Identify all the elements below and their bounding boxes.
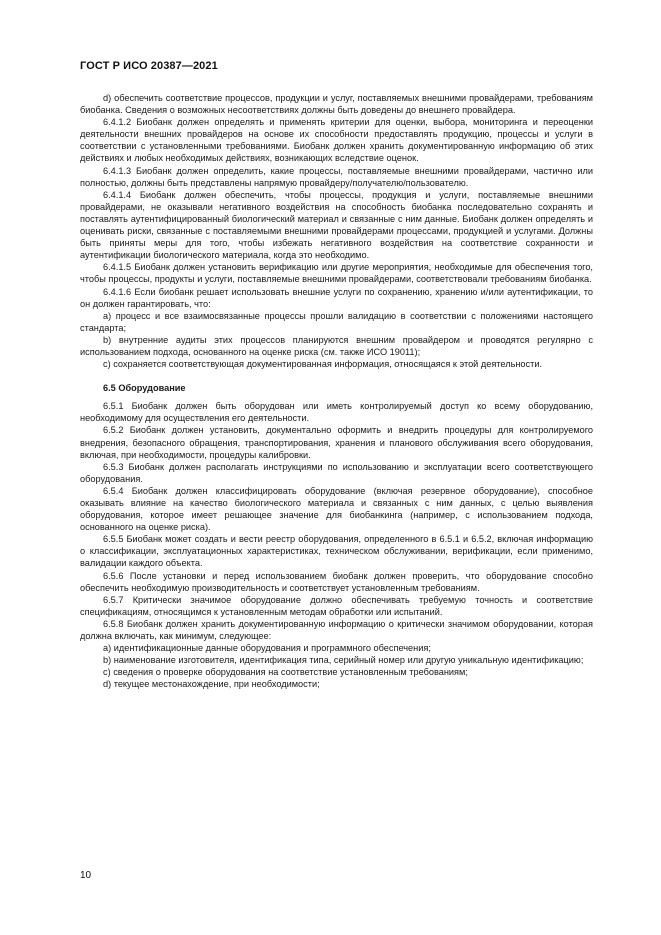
paragraph: 6.4.1.2 Биобанк должен определять и применять критерии для оценки, выбора, мониторинга и переоценки деятельности внешних провайдеров на основе их способности предоставлять продукцию, процессы и услуги в соответствии с установленными требованиями. Биобанк должен хранить документированную информацию об этих действиях и любых необходимых действиях, возникающих вследствие оценок. (80, 117, 593, 164)
paragraph: 6.5.1 Биобанк должен быть оборудован или иметь контролируемый доступ ко всему оборудованию, необходимому для осуществления его деятельности. (80, 401, 593, 424)
document-body (80, 92, 593, 691)
list-item: c) сведения о проверке оборудования на соответствие установленным требованиям; (103, 667, 468, 678)
page-number: 10 (80, 870, 92, 881)
paragraph: 6.5.6 После установки и перед использованием биобанк должен проверить, что оборудование способно обеспечить необходимую производительность и соответствует установленным требованиям. (80, 570, 593, 593)
paragraph: 6.4.1.4 Биобанк должен обеспечить, чтобы процессы, продукция и услуги, поставляемые внешними провайдерами, не оказывали негативного воздействия на способность биобанка последовательно сохранять и поставлять аутентифицированный биологический материал и связанные с ним данные. Биобанк должен определять и оценивать риски, связанные с поставляемыми внешними провайдерами процессами, продукцией и услугами. Должны быть приняты меры для того, чтобы избежать негативного воздействия на соответствие сохранности и аутентификации биологического материала, когда это необходимо. (80, 189, 593, 261)
list-item: b) внутренние аудиты этих процессов планируются внешним провайдером и проводятся регулярно с использованием подхода, основанного на оценке риска (см. также ИСО 19011); (80, 334, 593, 357)
paragraph: 6.5.3 Биобанк должен располагать инструкциями по использованию и эксплуатации всего соответствующего оборудования. (80, 461, 593, 484)
document-header: ГОСТ Р ИСО 20387—2021 (80, 60, 218, 72)
paragraph: 6.5.4 Биобанк должен классифицировать оборудование (включая резервное оборудование), способное оказывать влияние на качество биологического материала и связанных с ним данных, с целью выявления оборудования, которое имеет решающее значение для биобанкинга (например, с использованием подхода, основанного на оценке риска). (80, 485, 593, 533)
list-item: a) процесс и все взаимосвязанные процессы прошли валидацию в соответствии с положениями настоящего стандарта; (80, 310, 593, 333)
list-item: c) сохраняется соответствующая документированная информация, относящаяся к этой деятельности. (103, 359, 543, 370)
list-item: b) наименование изготовителя, идентификация типа, серийный номер или другую уникальную идентификацию; (103, 655, 584, 666)
paragraph: 6.5.7 Критически значимое оборудование должно обеспечивать требуемую точность и соответствие спецификациям, относящимся к установленным методам обработки или испытаний. (80, 594, 593, 617)
paragraph: 6.5.2 Биобанк должен установить, документально оформить и внедрить процедуры для контролируемого внедрения, безопасного обращения, транспортирования, хранения и планового обслуживания всего оборудования, включая, при необходимости, процедуры калибровки. (80, 425, 593, 460)
list-item: a) идентификационные данные оборудования и программного обеспечения; (103, 643, 431, 654)
paragraph: 6.4.1.5 Биобанк должен установить верификацию или другие мероприятия, необходимые для обеспечения того, чтобы процессы, продукты и услуги, поставляемые внешними провайдерами, соответствовали требованиям биобанка. (80, 262, 593, 285)
section-heading: 6.5 Оборудование (103, 383, 186, 394)
paragraph: 6.5.8 Биобанк должен хранить документированную информацию о критически значимом оборудовании, которая должна включать, как минимум, следующее: (80, 618, 593, 642)
paragraph: 6.4.1.3 Биобанк должен определить, какие процессы, поставляемые внешними провайдерами, частично или полностью, должны быть представлены напрямую провайдеру/получателю/пользователю. (80, 165, 593, 188)
paragraph: d) обеспечить соответствие процессов, продукции и услуг, поставляемых внешними провайдерами, требованиям биобанка. Сведения о возможных несоответствиях должны быть доведены до внешнего провайдера. (80, 93, 593, 116)
paragraph: 6.5.5 Биобанк может создать и вести реестр оборудования, определенного в 6.5.1 и 6.5.2, включая информацию о классификации, эксплуатационных характеристиках, техническом обслуживании, верификации, если применимо, валидации каждого объекта. (80, 534, 593, 569)
paragraph: 6.4.1.6 Если биобанк решает использовать внешние услуги по сохранению, хранению и/или аутентификации, то он должен гарантировать, что: (80, 286, 593, 309)
list-item: d) текущее местонахождение, при необходимости; (103, 679, 320, 690)
